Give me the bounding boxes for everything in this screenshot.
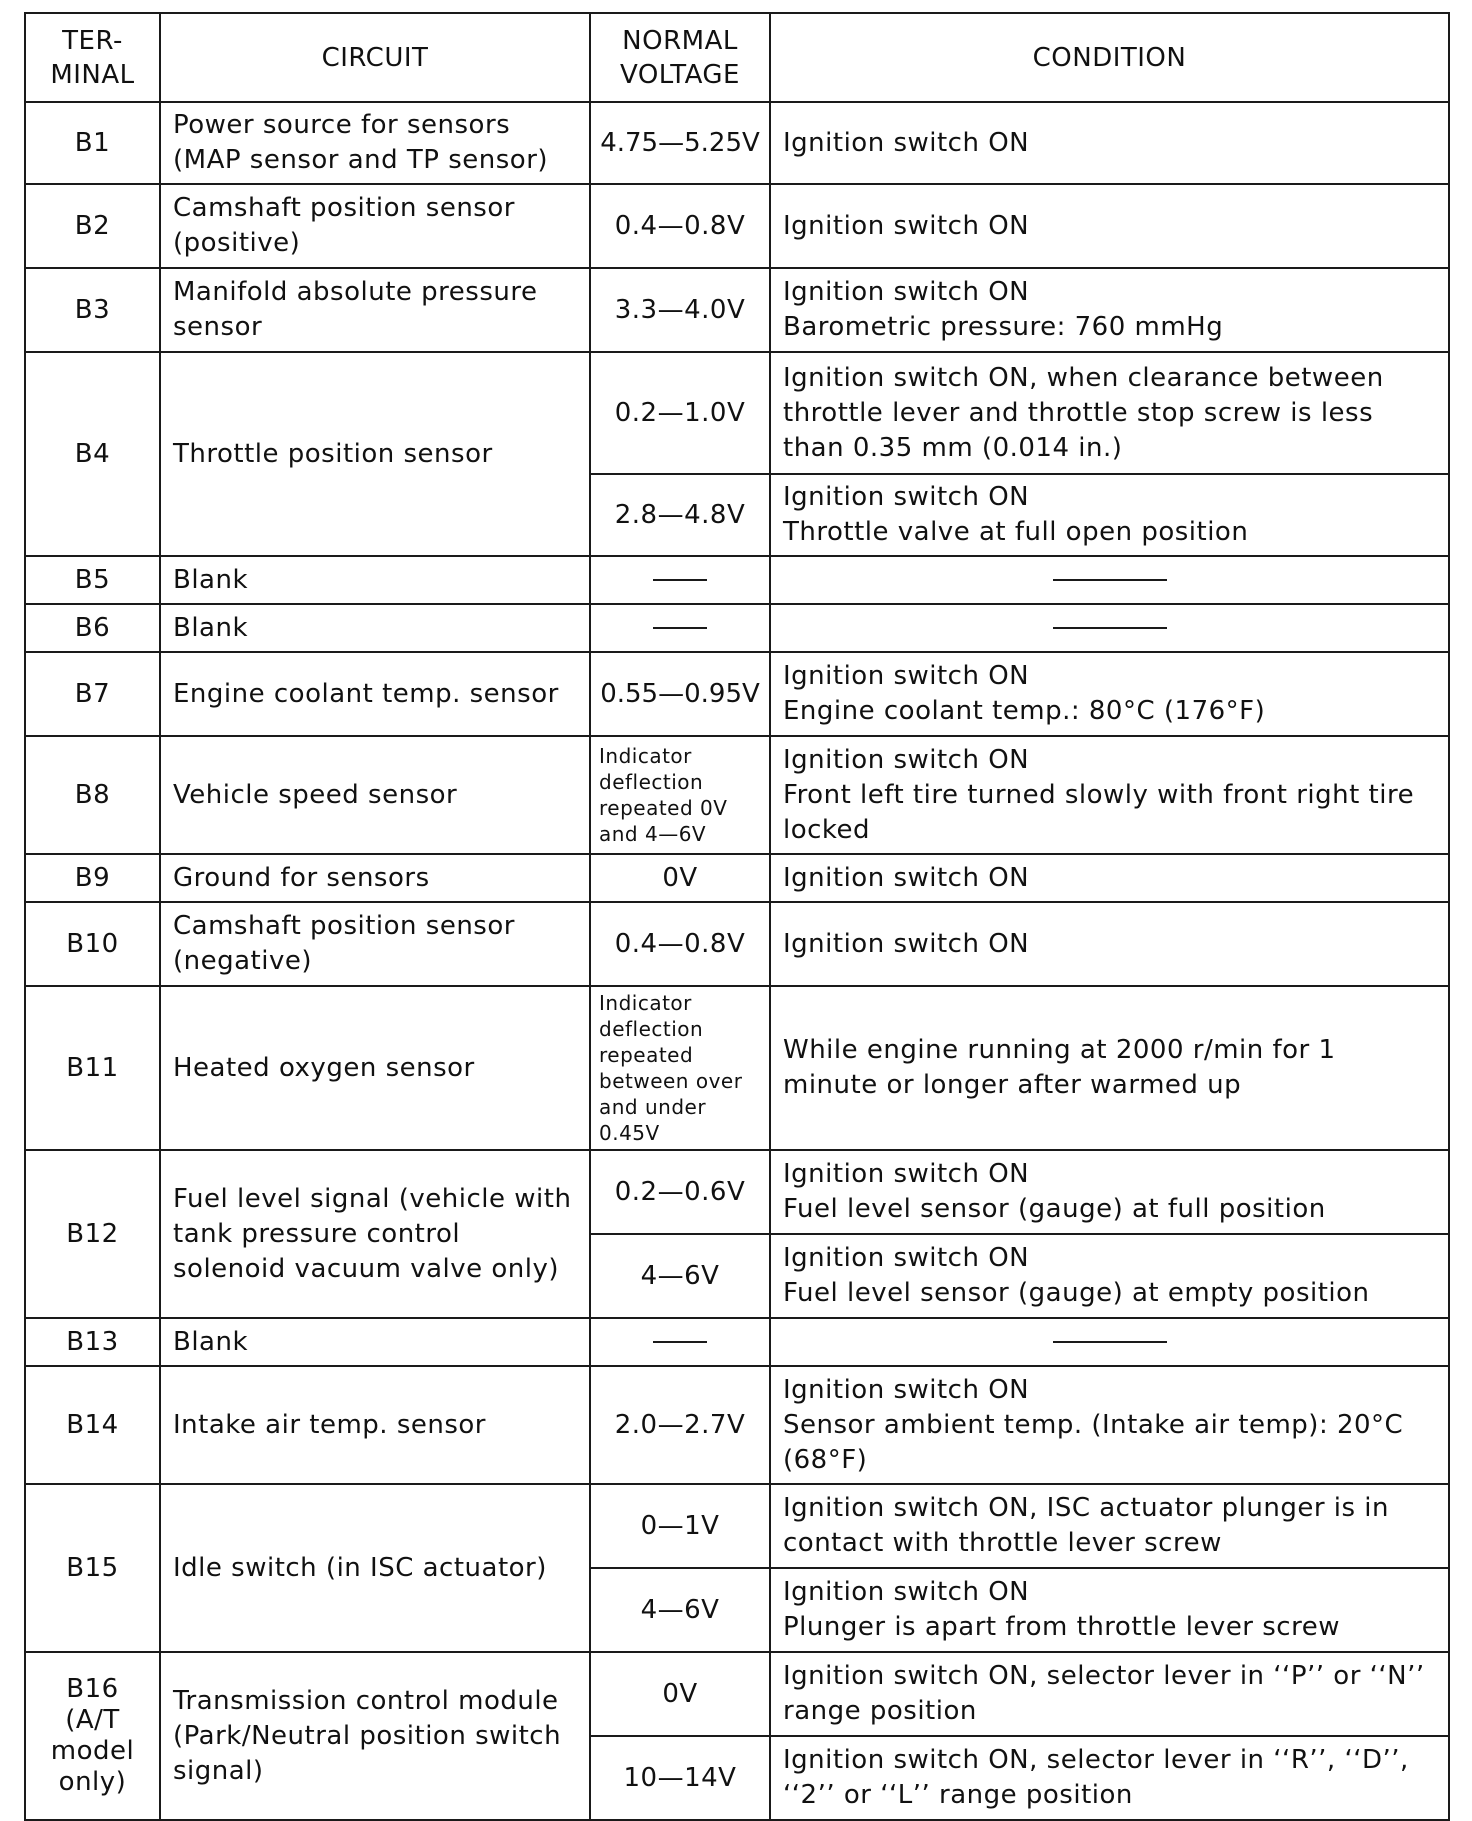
condition-cell: Ignition switch ON Engine coolant temp.: 80°C (176°F): [770, 652, 1449, 736]
condition-cell: Ignition switch ON Front left tire turned slowly with front right tire locked: [770, 736, 1449, 854]
table-row: [25, 1150, 1449, 1234]
circuit-cell: Power source for sensors (MAP sensor and TP sensor): [160, 102, 590, 184]
circuit-cell: Blank: [160, 1318, 590, 1366]
condition-cell: Ignition switch ON Plunger is apart from throttle lever screw: [770, 1568, 1449, 1652]
table-row: [25, 986, 1449, 1150]
circuit-cell: Fuel level signal (vehicle with tank pressure control solenoid vacuum valve only): [160, 1150, 590, 1318]
table-row: [25, 352, 1449, 474]
blank-dash: [1053, 579, 1167, 581]
condition-cell: Ignition switch ON: [770, 102, 1449, 184]
condition-cell: Ignition switch ON Sensor ambient temp. (Intake air temp): 20°C (68°F): [770, 1366, 1449, 1484]
table-row: [25, 652, 1449, 736]
voltage-cell: 0.4—0.8V: [590, 184, 770, 268]
circuit-cell: Vehicle speed sensor: [160, 736, 590, 854]
blank-dash: [653, 1341, 707, 1343]
circuit-cell: Blank: [160, 556, 590, 604]
condition-cell: Ignition switch ON, ISC actuator plunger is in contact with throttle lever screw: [770, 1484, 1449, 1568]
terminal-cell: B9: [25, 854, 160, 902]
terminal-cell: B14: [25, 1366, 160, 1484]
condition-cell: [770, 556, 1449, 604]
voltage-cell: 0.55—0.95V: [590, 652, 770, 736]
blank-dash: [1053, 627, 1167, 629]
terminal-cell: B2: [25, 184, 160, 268]
voltage-cell: Indicator deflection repeated 0V and 4—6V: [590, 736, 770, 854]
circuit-cell: Ground for sensors: [160, 854, 590, 902]
table-row: [25, 1366, 1449, 1484]
voltage-cell: 4.75—5.25V: [590, 102, 770, 184]
voltage-cell: 0.2—1.0V: [590, 352, 770, 474]
terminal-cell: B16 (A/T model only): [25, 1652, 160, 1820]
circuit-cell: Intake air temp. sensor: [160, 1366, 590, 1484]
terminal-cell: B8: [25, 736, 160, 854]
blank-dash: [653, 579, 707, 581]
voltage-cell: 0.2—0.6V: [590, 1150, 770, 1234]
condition-cell: Ignition switch ON: [770, 902, 1449, 986]
table-row: [25, 902, 1449, 986]
voltage-cell: [590, 604, 770, 652]
table-row: [25, 268, 1449, 352]
circuit-cell: Camshaft position sensor (negative): [160, 902, 590, 986]
blank-dash: [1053, 1341, 1167, 1343]
terminal-cell: B7: [25, 652, 160, 736]
table-row: [25, 604, 1449, 652]
terminal-cell: B4: [25, 352, 160, 556]
voltage-cell: 0V: [590, 1652, 770, 1736]
circuit-cell: Manifold absolute pressure sensor: [160, 268, 590, 352]
table-row: [25, 1484, 1449, 1568]
table-header-row: [25, 13, 1449, 102]
terminal-cell: B11: [25, 986, 160, 1150]
condition-cell: [770, 1318, 1449, 1366]
voltage-cell: 4—6V: [590, 1568, 770, 1652]
voltage-cell: Indicator deflection repeated between over and under 0.45V: [590, 986, 770, 1150]
terminal-cell: B5: [25, 556, 160, 604]
voltage-cell: 3.3—4.0V: [590, 268, 770, 352]
circuit-cell: Idle switch (in ISC actuator): [160, 1484, 590, 1652]
condition-cell: Ignition switch ON, selector lever in ‘‘R’’, ‘‘D’’, ‘‘2’’ or ‘‘L’’ range position: [770, 1736, 1449, 1820]
table-row: [25, 184, 1449, 268]
voltage-cell: 10—14V: [590, 1736, 770, 1820]
voltage-cell: 2.0—2.7V: [590, 1366, 770, 1484]
table-row: [25, 736, 1449, 854]
table-row: [25, 556, 1449, 604]
circuit-cell: Throttle position sensor: [160, 352, 590, 556]
condition-cell: Ignition switch ON Fuel level sensor (gauge) at full position: [770, 1150, 1449, 1234]
voltage-cell: 0V: [590, 854, 770, 902]
voltage-cell: 4—6V: [590, 1234, 770, 1318]
condition-cell: Ignition switch ON Fuel level sensor (gauge) at empty position: [770, 1234, 1449, 1318]
table-row: [25, 854, 1449, 902]
circuit-cell: Camshaft position sensor (positive): [160, 184, 590, 268]
circuit-cell: Blank: [160, 604, 590, 652]
condition-cell: Ignition switch ON, when clearance between throttle lever and throttle stop screw is less than 0.35 mm (0.014 in.): [770, 352, 1449, 474]
terminal-cell: B6: [25, 604, 160, 652]
terminal-cell: B1: [25, 102, 160, 184]
table-row: [25, 1318, 1449, 1366]
condition-cell: Ignition switch ON: [770, 184, 1449, 268]
header-voltage: NORMAL VOLTAGE: [590, 13, 770, 102]
terminal-cell: B10: [25, 902, 160, 986]
terminal-cell: B15: [25, 1484, 160, 1652]
circuit-cell: Engine coolant temp. sensor: [160, 652, 590, 736]
circuit-cell: Heated oxygen sensor: [160, 986, 590, 1150]
terminal-cell: B13: [25, 1318, 160, 1366]
table-row: [25, 102, 1449, 184]
voltage-cell: 2.8—4.8V: [590, 474, 770, 556]
condition-cell: Ignition switch ON Barometric pressure: 760 mmHg: [770, 268, 1449, 352]
voltage-cell: [590, 1318, 770, 1366]
terminal-cell: B3: [25, 268, 160, 352]
condition-cell: [770, 604, 1449, 652]
condition-cell: Ignition switch ON: [770, 854, 1449, 902]
voltage-cell: [590, 556, 770, 604]
condition-cell: Ignition switch ON Throttle valve at full open position: [770, 474, 1449, 556]
terminal-cell: B12: [25, 1150, 160, 1318]
condition-cell: While engine running at 2000 r/min for 1 minute or longer after warmed up: [770, 986, 1449, 1150]
voltage-cell: 0.4—0.8V: [590, 902, 770, 986]
table-row: [25, 1652, 1449, 1736]
header-circuit: CIRCUIT: [160, 13, 590, 102]
header-condition: CONDITION: [770, 13, 1449, 102]
circuit-cell: Transmission control module (Park/Neutral position switch signal): [160, 1652, 590, 1820]
terminal-voltage-table: [24, 12, 1450, 1821]
header-terminal: TER- MINAL: [25, 13, 160, 102]
blank-dash: [653, 627, 707, 629]
voltage-cell: 0—1V: [590, 1484, 770, 1568]
condition-cell: Ignition switch ON, selector lever in ‘‘P’’ or ‘‘N’’ range position: [770, 1652, 1449, 1736]
